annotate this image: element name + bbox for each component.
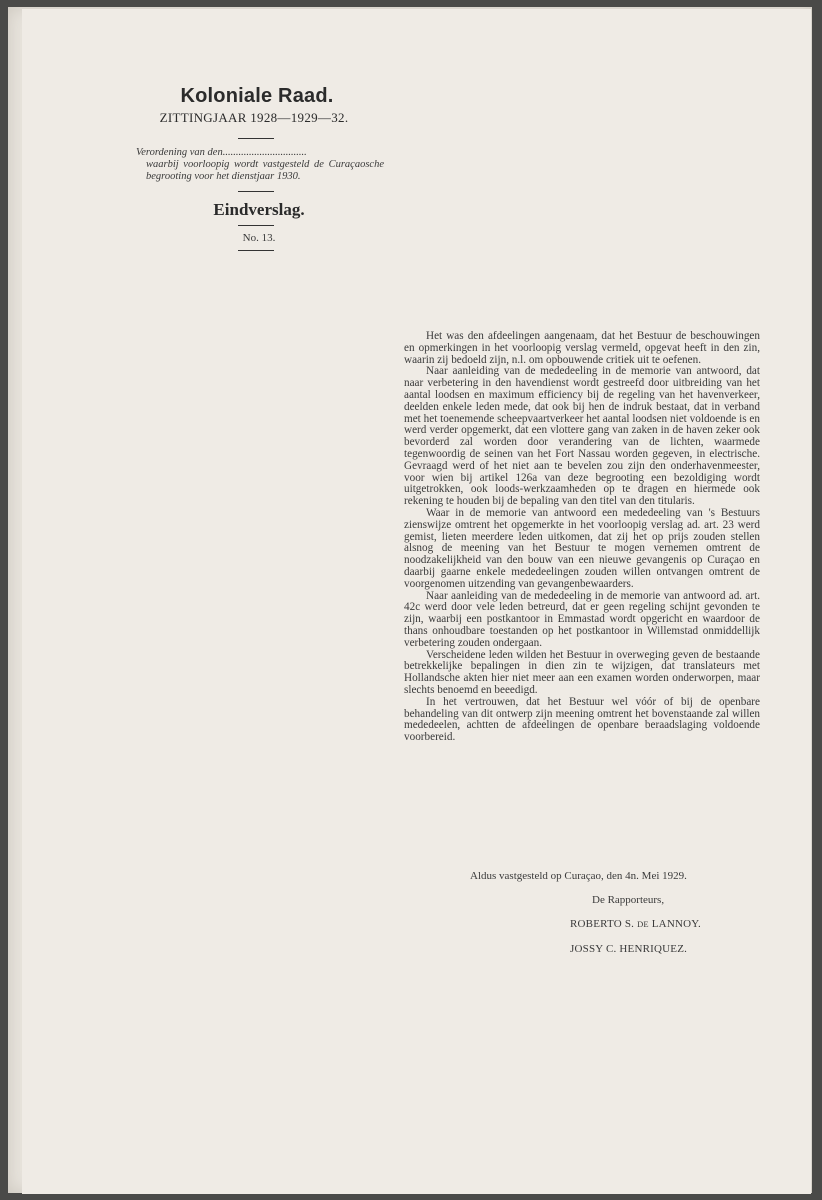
ordinance-line-rest: waarbij voorloopig wordt vastgesteld de Curaçaosche begrooting voor het dienstjaar 1930.: [146, 159, 384, 182]
divider: [238, 191, 274, 192]
body-paragraph: Naar aanleiding van de mededeeling in de memorie van antwoord ad. art. 42c werd door vele leden betreurd, dat er geen regeling schijnt gevonden te zijn, waarbij een postkantoor in Emmastad wordt opgericht en waardoor de thans onhoudbare toestanden op het postkantoor in Willemstad onmiddellijk verbetering zouden ondergaan.: [404, 589, 760, 649]
body-paragraph: Waar in de memorie van antwoord een mededeeling van 's Bestuurs zienswijze omtrent het opgemerkte in het voorloopig verslag ad. art. 23 werd gemist, lieten meerdere leden uitkomen, dat zij het op prijs zouden stellen alsnog de meening van het Bestuur te mogen vernemen omtrent de noodzakelijkheid van den bouw van een nieuwe gevangenis op Curaçao en daarbij gaarne enkele mededeelingen zouden willen ontvangen omtrent de voorgenomen uitzending van gevangenbewaarders.: [404, 506, 760, 590]
signatory-1: [570, 918, 701, 930]
ordinance-caption: [136, 147, 384, 183]
body-paragraph: Verscheidene leden wilden het Bestuur in overweging geven de bestaande betrekkelijke bepalingen in dien zin te wijzigen, dat translateurs met Hollandsche akten hier niet meer aan een examen worden onderworpen, maar slechts benoemd en beeedigd.: [404, 648, 760, 696]
report-title: Eindverslag.: [213, 200, 305, 219]
date-line: Aldus vastgesteld op Curaçao, den 4n. Mei 1929.: [470, 870, 687, 882]
body-paragraph: Naar aanleiding van de mededeeling in de memorie van antwoord, dat naar verbetering in den havendienst wordt gestreefd door uitbreiding van het aantal loodsen en maximum efficiency bij de regeling van het havenverkeer, deelden enkele leden mede, dat ook bij hen de indruk bestaat, dat in verband met het toenemende scheepvaartverkeer het aantal loodsen niet voldoende is en werd verder opgemerkt, dat een vlottere gang van zaken in de haven zeker ook bevorderd zal worden door verandering van de lichten, waarmede tegenwoordig de seinen van het Fort Nassau worden gegeven, in electrische. Gevraagd werd of het niet aan te bevelen zou zijn den onderhavenmeester, voor wien bij artikel 126a van deze begrooting een bezoldiging wordt uitgetrokken, ook loods-werkzaamheden op te dragen en hiermede ook rekening te houden bij de bepaling van den titel van den titularis.: [404, 365, 760, 508]
council-title: Koloniale Raad.: [180, 85, 334, 107]
signatory-2: JOSSY C. HENRIQUEZ.: [570, 943, 688, 955]
document-header: [100, 85, 390, 251]
body-paragraph: Het was den afdeelingen aangenaam, dat het Bestuur de beschouwingen en opmerkingen in het voorloopig verslag vermeld, opgevat heeft in den zin, waarin zij bedoeld zijn, n.l. om opbouwende critiek uit te oefenen.: [404, 330, 760, 366]
report-number: No. 13.: [242, 232, 276, 244]
signatory-1-name: ROBERTO S.: [570, 918, 635, 930]
report-body: [404, 331, 760, 744]
body-paragraph: In het vertrouwen, dat het Bestuur wel vóór of bij de openbare behandeling van dit ontwerp zijn meening omtrent het bovenstaande zal willen mededeelen, achtten de afdeelingen de openbare beraadslaging voldoende voorbereid.: [404, 695, 760, 744]
signatory-1-surname: LANNOY.: [651, 918, 701, 930]
ordinance-line-1: Verordening van den................................: [136, 147, 307, 158]
signatory-1-particle: DE: [637, 919, 649, 929]
session-year: ZITTINGJAAR 1928—1929—32.: [159, 110, 349, 125]
divider: [238, 250, 274, 251]
rapporteurs-label: De Rapporteurs,: [592, 894, 665, 906]
divider: [238, 138, 274, 139]
divider: [238, 225, 274, 226]
